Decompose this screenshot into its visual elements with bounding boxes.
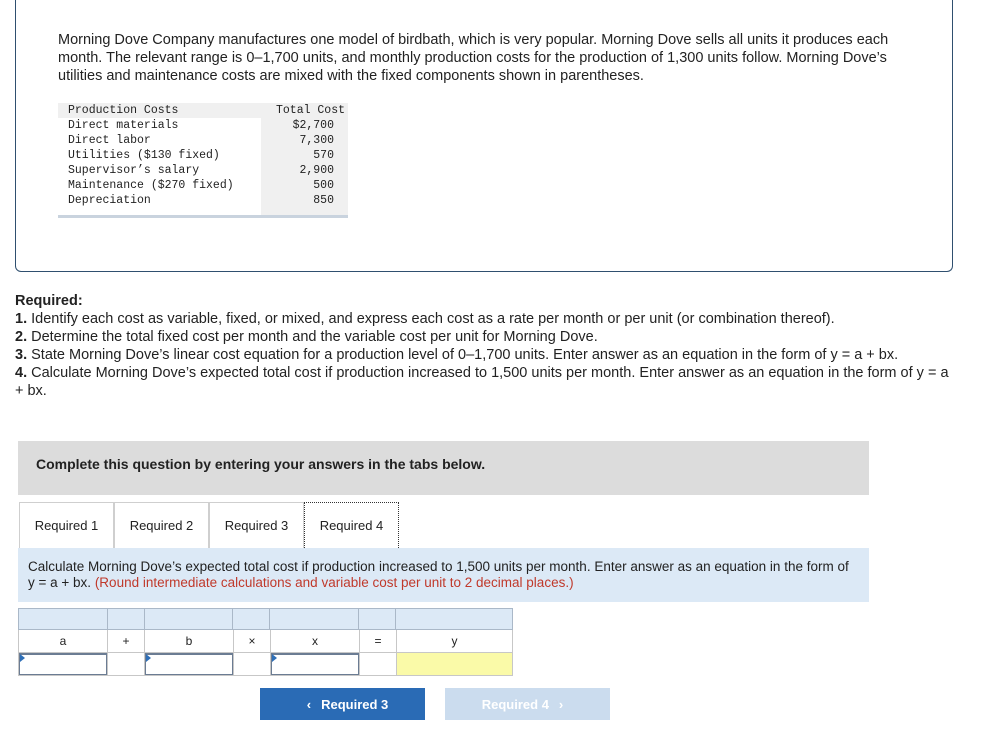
prompt-text: Calculate Morning Dove’s expected total cost if production increased to 1,500 units per month. Enter answer as an equation in the form of y = a + bx.: [28, 559, 849, 590]
question-prompt: [18, 548, 869, 602]
table-row: [58, 148, 348, 163]
chevron-right-icon: ›: [558, 696, 564, 712]
header-production-costs: Production Costs: [58, 103, 261, 118]
equals-sign: =: [359, 630, 396, 653]
table-row: [58, 163, 348, 178]
required-heading: Required:: [15, 293, 83, 309]
input-flag-icon: [272, 654, 277, 662]
instruction-text: Complete this question by entering your answers in the tabs below.: [36, 456, 486, 472]
row-label: Maintenance ($270 fixed): [68, 179, 234, 192]
tab-required-1[interactable]: Required 1: [19, 502, 114, 548]
next-required-button[interactable]: [445, 688, 610, 720]
required-item-3: 3. State Morning Dove’s linear cost equation for a production level of 0–1,700 units. Enter answer as an equation in the form of y = a + bx.: [15, 347, 899, 363]
input-flag-icon: [20, 654, 25, 662]
prev-button-label: Required 3: [321, 696, 389, 712]
row-label: Utilities ($130 fixed): [68, 149, 220, 162]
a-input[interactable]: [19, 653, 107, 675]
chevron-left-icon: ‹: [306, 696, 312, 712]
row-label: Supervisor’s salary: [68, 164, 200, 177]
problem-intro: Morning Dove Company manufactures one model of birdbath, which is very popular. Morning Dove sells all units it produces each month. The relevant range is 0–1,700 units, and monthly production costs for the production of 1,300 units follow. Morning Dove’s utilities and maintenance costs are mixed with the fixed components shown in parentheses.: [58, 32, 889, 84]
instruction-bar: [18, 441, 869, 495]
blank-cell: [233, 653, 270, 676]
required-item-1: 1. Identify each cost as variable, fixed, or mixed, and express each cost as a rate per month or per unit (or combination thereof).: [15, 311, 835, 327]
tab-required-2[interactable]: Required 2: [114, 502, 209, 548]
header-total-cost: Total Cost: [261, 103, 348, 118]
a-cell: [18, 653, 107, 676]
cost-equation-table: [18, 608, 513, 676]
row-value: $2,700: [261, 118, 348, 133]
row-value: 500: [261, 178, 348, 193]
equation-inputs-row: [18, 653, 513, 676]
equation-header-band: [18, 608, 513, 630]
row-value: 850: [261, 193, 348, 208]
table-row: [58, 193, 348, 208]
required-item-4: 4. Calculate Morning Dove’s expected total cost if production increased to 1,500 units per month. Enter answer as an equation in the form of y = a + bx.: [15, 365, 949, 399]
label-a: a: [18, 630, 107, 653]
label-y: y: [396, 630, 513, 653]
tab-required-3[interactable]: Required 3: [209, 502, 304, 548]
b-cell: [144, 653, 233, 676]
row-label: Direct materials: [68, 119, 179, 132]
y-result-cell: [396, 653, 513, 676]
equation-labels-row: [18, 630, 513, 653]
plus-sign: +: [107, 630, 144, 653]
next-button-label: Required 4: [481, 696, 549, 712]
required-section: [15, 292, 955, 400]
cost-table-header: [58, 103, 348, 118]
required-item-2: 2. Determine the total fixed cost per month and the variable cost per unit for Morning Dove.: [15, 329, 598, 345]
row-value: 2,900: [261, 163, 348, 178]
prev-required-button[interactable]: [260, 688, 425, 720]
rounding-note: (Round intermediate calculations and variable cost per unit to 2 decimal places.): [94, 575, 574, 590]
x-input[interactable]: [271, 653, 359, 675]
row-value: 7,300: [261, 133, 348, 148]
label-b: b: [144, 630, 233, 653]
b-input[interactable]: [145, 653, 233, 675]
input-flag-icon: [146, 654, 151, 662]
row-label: Direct labor: [68, 134, 151, 147]
row-value: 570: [261, 148, 348, 163]
tab-required-4[interactable]: Required 4: [304, 502, 399, 548]
table-row: [58, 178, 348, 193]
blank-cell: [107, 653, 144, 676]
label-x: x: [270, 630, 359, 653]
times-sign: ×: [233, 630, 270, 653]
row-label: Depreciation: [68, 194, 151, 207]
table-row: [58, 133, 348, 148]
blank-cell: [359, 653, 396, 676]
table-spacer: [58, 208, 348, 215]
table-row: [58, 118, 348, 133]
x-cell: [270, 653, 359, 676]
production-cost-table: [58, 103, 348, 218]
